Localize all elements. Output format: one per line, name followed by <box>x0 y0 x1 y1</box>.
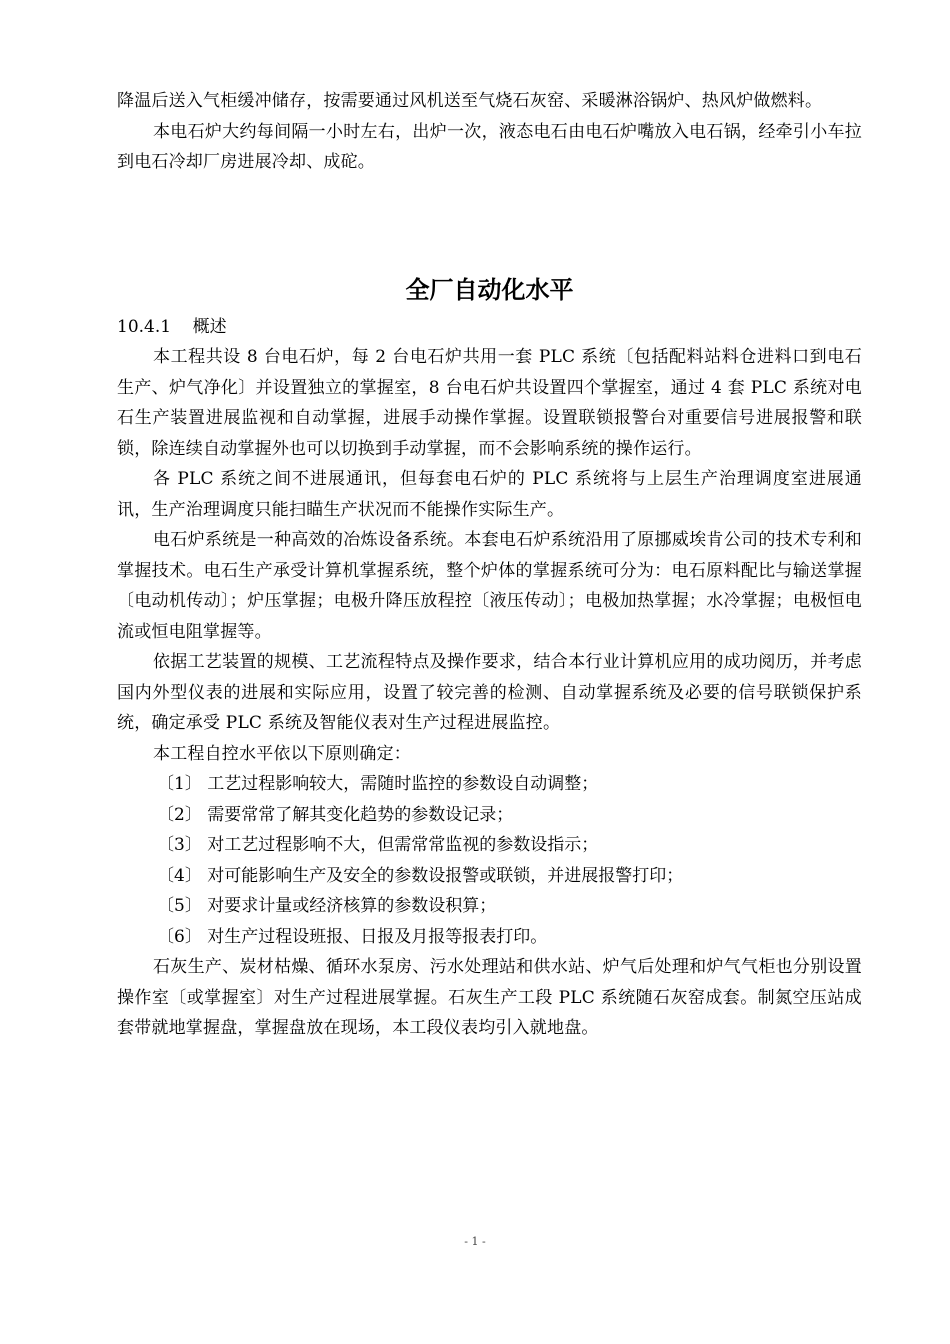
body-paragraph-5: 本工程自控水平依以下原则确定： <box>153 743 411 764</box>
spacer <box>117 178 862 274</box>
section-subtitle: 10.4.1 概述 <box>117 316 227 337</box>
intro-paragraph-1: 降温后送入气柜缓冲储存，按需要通过风机送至气烧石灰窑、采暖淋浴锅炉、热风炉做燃料。 <box>117 91 823 111</box>
principles-list <box>117 769 862 952</box>
body-paragraph-1: 本工程共设 8 台电石炉，每 2 台电石炉共用一套 PLC 系统〔包括配料站料仓进料口到电石生产、炉气净化〕并设置独立的掌握室，8 台电石炉共设置四个掌握室，通过 4 套 PLC 系统对电石生产装置进展监视和自动掌握，进展手动操作掌握。设置联锁报警台对重要信号进展报警和联锁，除连续自动掌握外也可以切换到手动掌握，而不会影响系统的操作运行。 <box>117 347 862 459</box>
list-item: 〔3〕 对工艺过程影响不大，但需常常监视的参数设指示； <box>157 835 599 855</box>
intro-paragraph-2: 本电石炉大约每间隔一小时左右，出炉一次，液态电石由电石炉嘴放入电石锅，经牵引小车拉到电石冷却厂房进展冷却、成砣。 <box>117 121 862 172</box>
list-item: 〔6〕 对生产过程设班报、日报及月报等报表打印。 <box>157 926 548 947</box>
list-item: 〔4〕 对可能影响生产及安全的参数设报警或联锁，并进展报警打印； <box>157 865 684 886</box>
body-paragraph-3: 电石炉系统是一种高效的冶炼设备系统。本套电石炉系统沿用了原挪威埃肯公司的技术专利和掌握技术。电石生产承受计算机掌握系统，整个炉体的掌握系统可分为：电石原料配比与输送掌握〔电动机传动〕；炉压掌握；电极升降压放程控〔液压传动〕；电极加热掌握；水冷掌握；电极恒电流或恒电阻掌握等。 <box>117 530 862 642</box>
body-paragraph-4: 依据工艺装置的规模、工艺流程特点及操作要求，结合本行业计算机应用的成功阅历，并考虑国内外型仪表的进展和实际应用，设置了较完善的检测、自动掌握系统及必要的信号联锁保护系统，确定承受 PLC 系统及智能仪表对生产过程进展监控。 <box>117 652 862 733</box>
list-item: 〔2〕 需要常常了解其变化趋势的参数设记录； <box>157 804 514 825</box>
document-page <box>117 86 862 1044</box>
list-item: 〔5〕 对要求计量或经济核算的参数设积算； <box>157 896 497 916</box>
section-title: 全厂自动化水平 <box>405 275 574 304</box>
list-item: 〔1〕 工艺过程影响较大，需随时监控的参数设自动调整； <box>157 774 599 794</box>
page-number: - 1 - <box>464 1235 486 1248</box>
closing-paragraph: 石灰生产、炭材枯燥、循环水泵房、污水处理站和供水站、炉气后处理和炉气气柜也分别设置操作室〔或掌握室〕对生产过程进展掌握。石灰生产工段 PLC 系统随石灰窑成套。制氮空压站成套带就地掌握盘，掌握盘放在现场，本工段仪表均引入就地盘。 <box>117 957 862 1038</box>
body-paragraph-2: 各 PLC 系统之间不进展通讯，但每套电石炉的 PLC 系统将与上层生产治理调度室进展通讯，生产治理调度只能扫瞄生产状况而不能操作实际生产。 <box>117 469 862 520</box>
